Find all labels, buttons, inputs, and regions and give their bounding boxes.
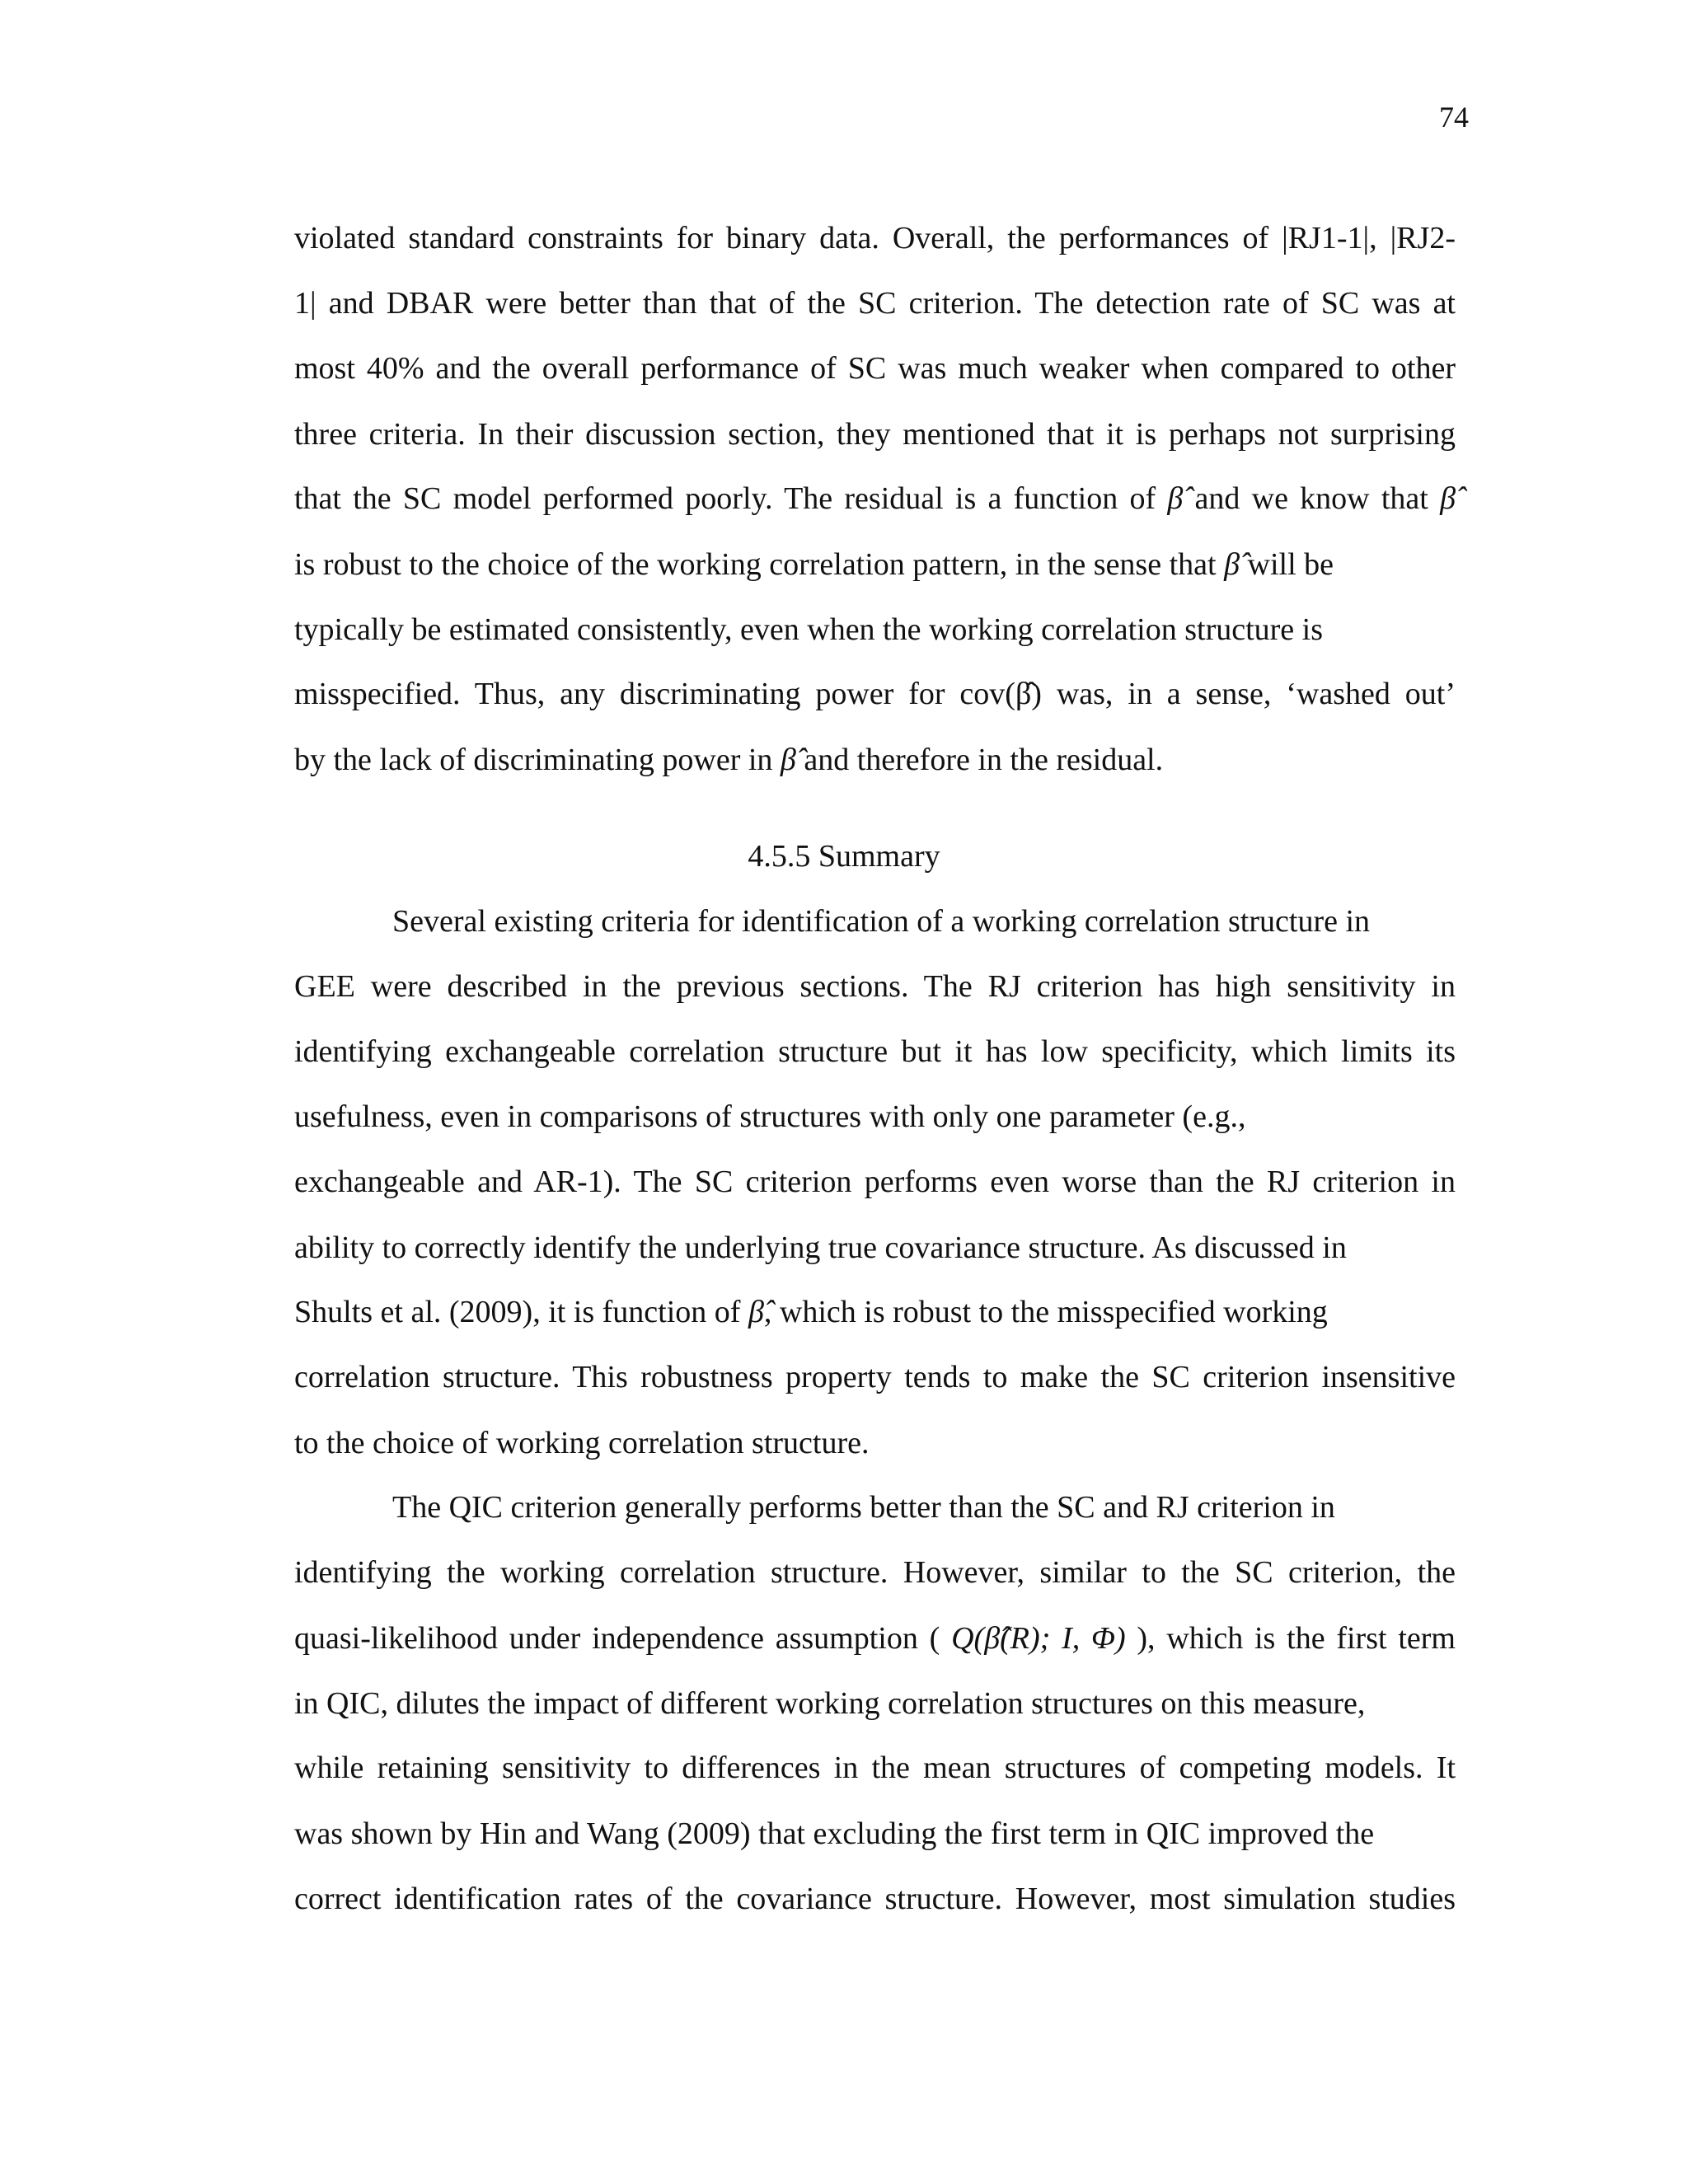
line-text: typically be estimated consistently, even when the working correlation structure is: [294, 612, 1324, 647]
line-text: while retaining sensitivity to differences in the mean structures of competing models. It: [294, 1750, 1456, 1785]
beta-hat-symbol: β̂: [780, 743, 796, 777]
body-line-6: [294, 542, 1334, 587]
line-text: exchangeable and AR-1). The SC criterion performs even worse than the RJ criterion in: [294, 1165, 1456, 1199]
beta-hat-symbol: β̂: [1224, 547, 1240, 582]
body-line-12: [294, 1029, 1456, 1074]
body-line-19: [392, 1485, 1335, 1530]
line-text: , which is robust to the misspecified working: [763, 1295, 1328, 1329]
line-text: will be: [1240, 547, 1334, 582]
body-line-15: [294, 1226, 1347, 1270]
body-line-4: [294, 412, 1456, 457]
body-line-10: [392, 899, 1370, 944]
line-text: to the choice of working correlation structure.: [294, 1426, 870, 1460]
body-line-1: [294, 216, 1456, 260]
body-line-20: [294, 1550, 1456, 1595]
line-text: ), which is the first term: [1125, 1621, 1456, 1656]
body-line-9: [294, 738, 1163, 782]
line-text: Several existing criteria for identification of a working correlation structure in: [392, 904, 1371, 939]
line-text: and therefore in the residual.: [795, 743, 1164, 777]
body-line-21: [294, 1616, 1456, 1661]
body-line-8: [294, 672, 1456, 716]
line-text: correct identification rates of the covariance structure. However, most simulation studies: [294, 1882, 1456, 1916]
line-text: in QIC, dilutes the impact of different working correlation structures on this measure,: [294, 1686, 1366, 1721]
line-text: was, in a sense, ‘washed out’: [1041, 677, 1456, 711]
body-line-24: [294, 1811, 1374, 1856]
line-text: correlation structure. This robustness property tends to make the SC criterion insensitive: [294, 1360, 1456, 1394]
body-line-16: [294, 1290, 1328, 1334]
heading-text: 4.5.5 Summary: [748, 839, 940, 874]
body-line-3: [294, 346, 1456, 391]
body-line-23: [294, 1746, 1456, 1790]
line-text: three criteria. In their discussion section, they mentioned that it is perhaps not surprising: [294, 417, 1456, 452]
line-text: The QIC criterion generally performs better than the SC and RJ criterion in: [392, 1490, 1335, 1525]
beta-hat-symbol: β̂: [748, 1295, 764, 1329]
line-text: GEE were described in the previous sections. The RJ criterion has high sensitivity in: [294, 969, 1456, 1004]
line-text: most 40% and the overall performance of SC was much weaker when compared to other: [294, 351, 1456, 386]
body-line-11: [294, 964, 1456, 1009]
beta-hat-symbol: β̂: [1440, 481, 1456, 516]
body-line-5: [294, 476, 1456, 521]
line-text: is robust to the choice of the working correlation pattern, in the sense that: [294, 547, 1225, 582]
body-line-7: [294, 607, 1323, 652]
cov-beta-hat-expression: cov(β̂): [959, 677, 1042, 711]
line-text: quasi-likelihood under independence assumption (: [294, 1621, 952, 1656]
line-text: was shown by Hin and Wang (2009) that excluding the first term in QIC improved the: [294, 1816, 1375, 1851]
line-text: identifying the working correlation structure. However, similar to the SC criterion, the: [294, 1555, 1456, 1590]
body-line-18: [294, 1421, 869, 1465]
body-line-2: [294, 281, 1456, 326]
line-text: and we know that: [1183, 481, 1441, 516]
line-text: identifying exchangeable correlation structure but it has low specificity, which limits its: [294, 1034, 1456, 1069]
beta-hat-symbol: β̂: [1167, 481, 1184, 516]
line-text: ability to correctly identify the underlying true covariance structure. As discussed in: [294, 1230, 1347, 1265]
body-line-14: [294, 1160, 1456, 1204]
line-text: that the SC model performed poorly. The residual is a function of: [294, 481, 1168, 516]
page-number: 74: [1439, 101, 1469, 134]
body-line-17: [294, 1355, 1456, 1399]
section-heading: [0, 834, 1688, 879]
line-text: by the lack of discriminating power in: [294, 743, 781, 777]
body-line-22: [294, 1681, 1365, 1726]
quasi-likelihood-expression: Q(β̂(R); I, Φ): [951, 1621, 1126, 1656]
body-line-13: [294, 1094, 1245, 1139]
line-text: violated standard constraints for binary data. Overall, the performances of |RJ1-1|, |RJ2-: [294, 221, 1456, 255]
body-line-25: [294, 1877, 1456, 1921]
line-text: 1| and DBAR were better than that of the SC criterion. The detection rate of SC was at: [294, 286, 1456, 321]
line-text: usefulness, even in comparisons of structures with only one parameter (e.g.,: [294, 1099, 1246, 1134]
line-text: misspecified. Thus, any discriminating power for: [294, 677, 960, 711]
line-text: Shults et al. (2009), it is function of: [294, 1295, 748, 1329]
